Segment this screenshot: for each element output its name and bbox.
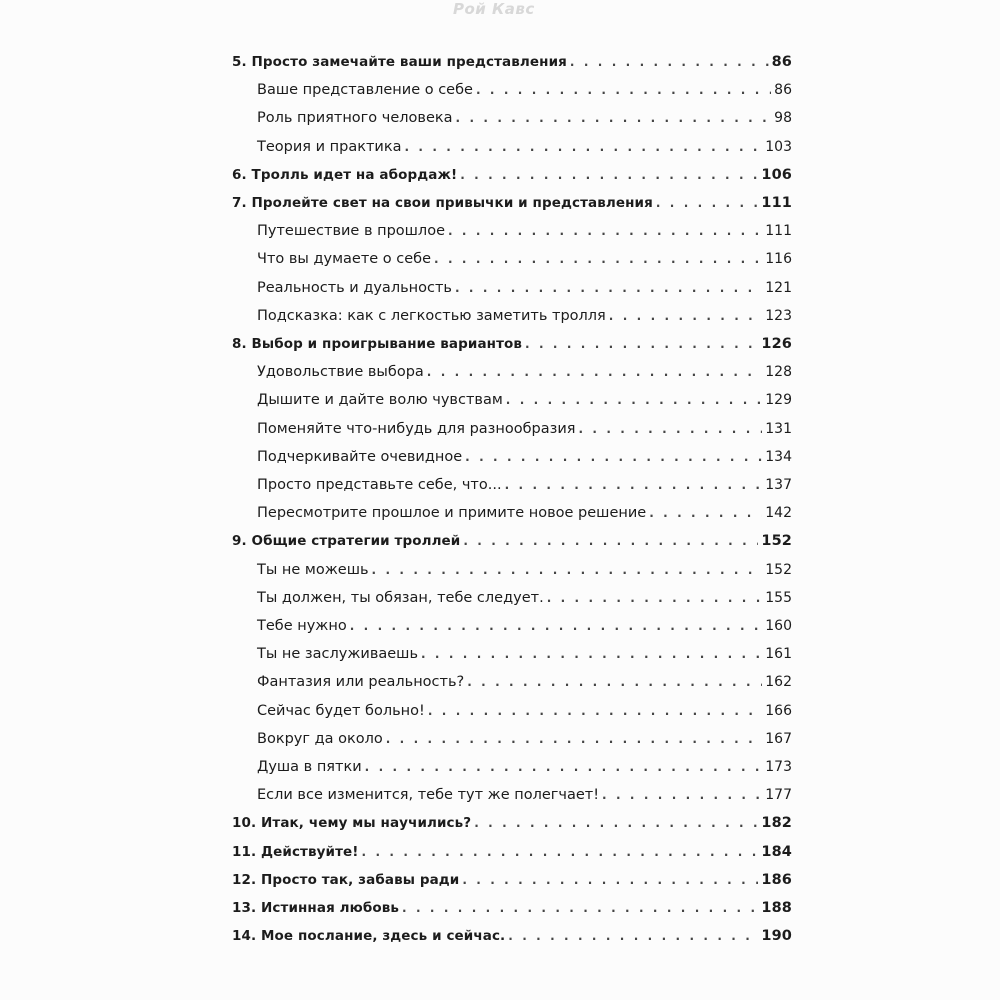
toc-page-number: 116: [765, 251, 792, 268]
toc-section-entry: [232, 139, 792, 161]
toc-page-number: 86: [771, 54, 792, 70]
dot-leader: [656, 196, 759, 210]
toc-entry-title: Пересмотрите прошлое и примите новое решение: [257, 505, 647, 522]
dot-leader: [609, 309, 762, 323]
toc-page-number: 173: [765, 759, 792, 775]
toc-entry-title: 12. Просто так, забавы ради: [232, 871, 460, 888]
toc-chapter-entry: [232, 928, 792, 950]
toc-entry-title: Просто представьте себе, что...: [257, 477, 502, 493]
toc-entry-title: Ваше представление о себе: [257, 82, 473, 99]
toc-page-number: 160: [765, 618, 792, 634]
toc-section-entry: [232, 562, 792, 584]
toc-page-number: 106: [761, 166, 792, 183]
dot-leader: [372, 563, 763, 577]
toc-section-entry: [232, 674, 792, 696]
toc-page-number: 166: [765, 702, 792, 719]
toc-page-number: 86: [774, 82, 792, 99]
toc-entry-title: 6. Тролль идет на абордаж!: [232, 166, 458, 183]
dot-leader: [525, 337, 758, 351]
dot-leader: [602, 788, 762, 802]
toc-section-entry: [232, 280, 792, 302]
toc-page-number: 131: [765, 420, 792, 437]
toc-page-number: 190: [761, 928, 792, 945]
toc-entry-title: Что вы думаете о себе: [257, 251, 432, 268]
toc-page-number: 182: [761, 815, 792, 832]
toc-section-entry: [232, 421, 792, 443]
toc-section-entry: [232, 703, 792, 725]
toc-section-entry: [232, 251, 792, 273]
toc-entry-title: Роль приятного человека: [257, 110, 453, 127]
toc-section-entry: [232, 646, 792, 668]
toc-section-entry: [232, 364, 792, 386]
toc-chapter-entry: [232, 195, 792, 217]
toc-entry-title: Если все изменится, тебе тут же полегчает!: [257, 787, 600, 804]
toc-page-number: 161: [765, 646, 792, 663]
toc-page-number: 162: [765, 674, 792, 691]
toc-section-entry: [232, 82, 792, 104]
dot-leader: [427, 365, 762, 379]
toc-entry-title: 7. Пролейте свет на свои привычки и представления: [232, 195, 653, 211]
toc-chapter-entry: [232, 815, 792, 837]
toc-entry-title: 5. Просто замечайте ваши представления: [232, 54, 567, 70]
dot-leader: [474, 816, 758, 830]
dot-leader: [505, 478, 763, 492]
dot-leader: [421, 647, 762, 661]
toc-page-number: 129: [765, 392, 792, 409]
toc-section-entry: [232, 449, 792, 471]
toc-page-number: 123: [765, 307, 792, 324]
dot-leader: [506, 393, 762, 407]
toc-page-number: 134: [765, 448, 792, 465]
toc-entry-title: 14. Мое послание, здесь и сейчас.: [232, 928, 506, 945]
toc-section-entry: [232, 110, 792, 132]
toc-entry-title: Теория и практика: [257, 138, 402, 155]
toc-section-entry: [232, 759, 792, 781]
toc-section-entry: [232, 731, 792, 753]
dot-leader: [404, 140, 762, 154]
toc-entry-title: Сейчас будет больно!: [257, 702, 425, 719]
toc-page-number: 121: [765, 279, 792, 296]
dot-leader: [462, 873, 758, 887]
toc-chapter-entry: [232, 54, 792, 76]
toc-page-number: 152: [761, 533, 792, 550]
dot-leader: [434, 252, 762, 266]
toc-entry-title: Удовольствие выбора: [257, 364, 424, 381]
dot-leader: [386, 732, 763, 746]
toc-page-number: 103: [765, 138, 792, 155]
dot-leader: [476, 83, 771, 97]
dot-leader: [456, 111, 772, 125]
toc-page-number: 111: [761, 195, 792, 211]
dot-leader: [547, 591, 763, 605]
toc-entry-title: Ты должен, ты обязан, тебе следует.: [257, 589, 544, 606]
toc-page-number: 152: [765, 561, 792, 578]
toc-chapter-entry: [232, 167, 792, 189]
dot-leader: [570, 55, 769, 69]
dot-leader: [428, 704, 762, 718]
toc-entry-title: Дышите и дайте волю чувствам: [257, 392, 503, 409]
dot-leader: [579, 422, 763, 436]
toc-page-number: 167: [765, 730, 792, 747]
toc-section-entry: [232, 787, 792, 809]
toc-section-entry: [232, 477, 792, 499]
dot-leader: [448, 224, 762, 238]
toc-page-number: 184: [761, 843, 792, 860]
toc-page-number: 155: [765, 589, 792, 606]
toc-section-entry: [232, 392, 792, 414]
toc-chapter-entry: [232, 336, 792, 358]
toc-entry-title: 11. Действуйте!: [232, 843, 359, 860]
dot-leader: [350, 619, 763, 633]
dot-leader: [455, 281, 762, 295]
toc-section-entry: [232, 590, 792, 612]
toc-page-number: 177: [765, 787, 792, 804]
toc-entry-title: Душа в пятки: [257, 759, 362, 775]
toc-entry-title: Путешествие в прошлое: [257, 223, 445, 240]
dot-leader: [460, 168, 758, 182]
dot-leader: [649, 506, 762, 520]
toc-section-entry: [232, 223, 792, 245]
dot-leader: [467, 675, 762, 689]
dot-leader: [465, 450, 762, 464]
toc-page-number: 186: [761, 871, 792, 888]
toc-entry-title: 8. Выбор и проигрывание вариантов: [232, 336, 523, 352]
toc-page-number: 128: [765, 364, 792, 381]
toc-page-number: 188: [761, 900, 792, 916]
toc-entry-title: 13. Истинная любовь: [232, 900, 400, 916]
toc-entry-title: Подсказка: как с легкостью заметить тролля: [257, 307, 606, 324]
toc-entry-title: Поменяйте что-нибудь для разнообразия: [257, 420, 576, 437]
running-head: Рой Кавс: [453, 0, 535, 18]
toc-chapter-entry: [232, 844, 792, 866]
dot-leader: [362, 845, 759, 859]
dot-leader: [402, 901, 758, 915]
toc-entry-title: Ты не заслуживаешь: [257, 646, 418, 663]
dot-leader: [463, 534, 758, 548]
toc-entry-title: Реальность и дуальность: [257, 279, 452, 296]
toc-page-number: 142: [765, 505, 792, 522]
toc-entry-title: Вокруг да около: [257, 730, 383, 747]
toc-entry-title: Фантазия или реальность?: [257, 674, 465, 691]
toc-entry-title: Подчеркивайте очевидное: [257, 448, 463, 465]
toc-section-entry: [232, 505, 792, 527]
toc-section-entry: [232, 308, 792, 330]
toc-section-entry: [232, 618, 792, 640]
toc-entry-title: Ты не можешь: [257, 561, 369, 578]
toc-entry-title: 9. Общие стратегии троллей: [232, 533, 461, 550]
toc-entry-title: 10. Итак, чему мы научились?: [232, 815, 472, 832]
dot-leader: [508, 929, 758, 943]
dot-leader: [365, 760, 763, 774]
toc-chapter-entry: [232, 872, 792, 894]
toc-page-number: 98: [774, 110, 792, 127]
toc-page-number: 126: [761, 336, 792, 352]
toc-page-number: 111: [765, 223, 792, 240]
toc-chapter-entry: [232, 533, 792, 555]
toc-page-number: 137: [765, 477, 792, 493]
toc-entry-title: Тебе нужно: [257, 618, 347, 634]
toc-chapter-entry: [232, 900, 792, 922]
